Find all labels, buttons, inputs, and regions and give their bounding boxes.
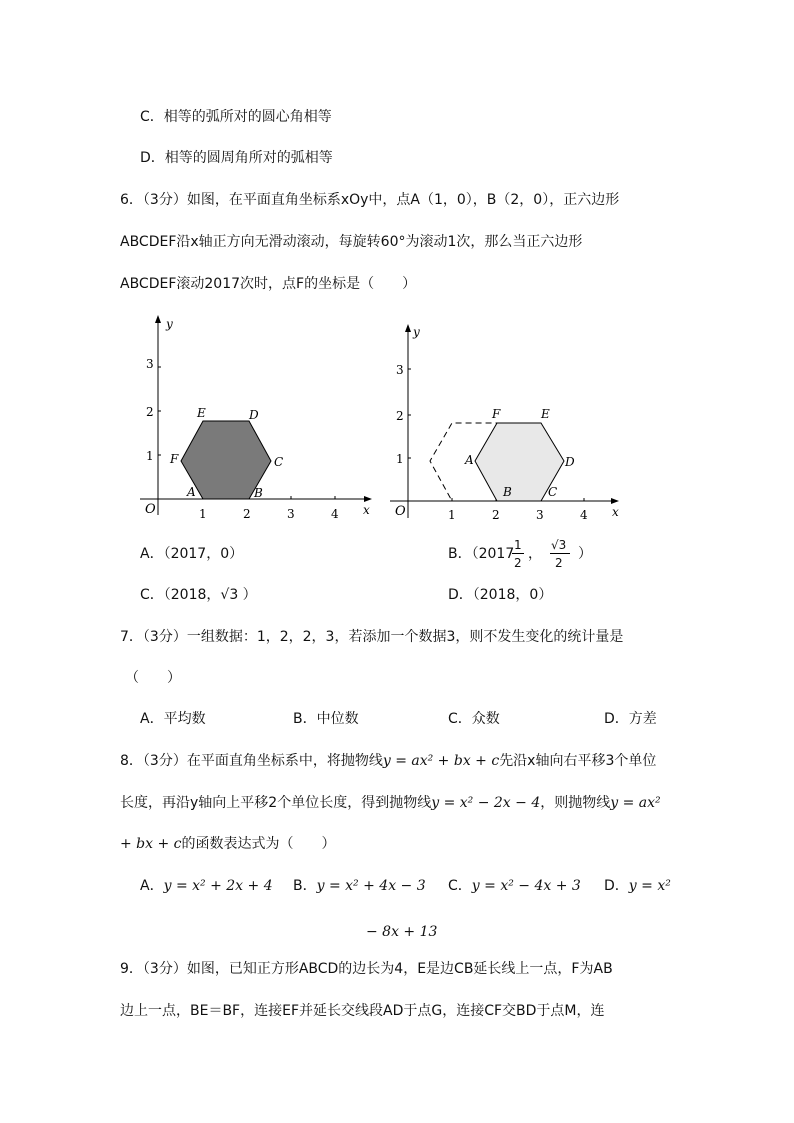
q7-stem-line1: 7．（3分）一组数据：1，2，2，3，若添加一个数据3，则不发生变化的统计量是 [120, 629, 624, 645]
q8-line2-tail: ，则抛物线 [540, 795, 611, 811]
q6-option-b-den2: 2 [555, 556, 563, 570]
y-axis-label: y [413, 325, 420, 339]
q8-option-d-continued: − 8x + 13 [366, 924, 438, 940]
q7-option-b: B．中位数 [293, 711, 359, 727]
y-tick-1: 1 [396, 452, 404, 466]
q7-option-d: D．方差 [604, 711, 657, 727]
q8-option-d-label: D． [604, 878, 629, 894]
vertex-e: E [197, 406, 206, 420]
q8-line2-text: 长度，再沿y轴向上平移2个单位长度，得到抛物线 [120, 795, 432, 811]
vertex-d: D [565, 455, 575, 469]
y-axis-arrow [405, 324, 411, 332]
q8-line3-tail: 的函数表达式为（ ） [181, 836, 336, 852]
vertex-e: E [541, 407, 550, 421]
q8-option-a [140, 876, 273, 896]
q6-stem-line3: ABCDEF滚动2017次时，点F的坐标是（ ） [120, 276, 417, 292]
q8-option-b [293, 876, 426, 896]
q9-stem-line2: 边上一点，BE＝BF，连接EF并延长交线段AD于点G，连接CF交BD于点M，连 [120, 1003, 605, 1019]
q6-option-b-num2: √3 [551, 538, 567, 552]
vertex-a: A [187, 485, 196, 499]
q7-option-a: A．平均数 [140, 711, 206, 727]
q9-stem-line1: 9．（3分）如图，已知正方形ABCD的边长为4，E是边CB延长线上一点，F为AB [120, 961, 613, 977]
q5-option-c: C．相等的弧所对的圆心角相等 [140, 109, 332, 125]
x-axis-arrow [611, 498, 619, 504]
y-axis-label: y [166, 317, 173, 331]
vertex-a: A [465, 453, 474, 467]
origin-label: O [395, 504, 406, 519]
q8-option-b-formula: y = x² + 4x − 3 [316, 878, 426, 894]
q8-stem-line3 [120, 834, 336, 854]
q8-option-d-formula: y = x² [628, 878, 671, 894]
q8-line2-formula2: y = ax² [610, 795, 661, 811]
q6-option-b-close: ） [578, 546, 592, 562]
q6-stem-line1: 6．（3分）如图，在平面直角坐标系xOy中，点A（1，0），B（2，0），正六边形 [120, 192, 620, 208]
x-tick-3: 3 [536, 508, 544, 522]
vertex-f: F [492, 407, 501, 421]
x-tick-2: 2 [492, 508, 500, 522]
y-tick-2: 2 [396, 409, 404, 423]
q8-option-c-label: C． [448, 878, 472, 894]
q8-line2-formula: y = x² − 2x − 4 [431, 795, 541, 811]
vertex-f: F [170, 452, 179, 466]
q6-figure-left [135, 310, 385, 525]
q6-option-a: A．（2017，0） [140, 546, 244, 562]
x-tick-3: 3 [287, 507, 295, 521]
x-tick-1: 1 [199, 507, 207, 521]
q8-option-a-label: A． [140, 878, 164, 894]
x-tick-4: 4 [580, 508, 588, 522]
q8-option-c-formula: y = x² − 4x + 3 [471, 878, 581, 894]
origin-label: O [145, 502, 156, 517]
q8-option-d [604, 876, 671, 896]
y-tick-2: 2 [146, 405, 154, 419]
q6-stem-line2: ABCDEF沿x轴正方向无滑动滚动，每旋转60°为滚动1次，那么当正六边形 [120, 234, 583, 250]
vertex-d: D [249, 408, 259, 422]
q5-option-d: D．相等的圆周角所对的弧相等 [140, 150, 333, 166]
q7-option-c: C．众数 [448, 711, 500, 727]
q6-option-b-prefix: B．（2017 [448, 546, 515, 562]
q6-option-b-sep: ， [528, 546, 542, 562]
q8-line1-tail: 先沿x轴向右平移3个单位 [499, 753, 657, 769]
q8-stem-line1 [120, 751, 656, 771]
x-tick-4: 4 [331, 507, 339, 521]
q8-option-c [448, 876, 581, 896]
q7-stem-line2: （ ） [125, 670, 181, 686]
q8-option-a-formula: y = x² + 2x + 4 [163, 878, 273, 894]
q6-option-b-num: 1 [514, 538, 522, 552]
y-tick-1: 1 [146, 449, 154, 463]
q8-stem-line2 [120, 793, 661, 813]
vertex-b: B [503, 485, 512, 499]
vertex-c: C [548, 485, 558, 499]
vertex-c: C [274, 455, 284, 469]
x-tick-2: 2 [243, 507, 251, 521]
x-tick-1: 1 [448, 508, 456, 522]
x-axis-label: x [612, 505, 619, 519]
x-axis-arrow [364, 496, 372, 502]
vertex-b: B [254, 486, 263, 500]
q8-line1-text: 8．（3分）在平面直角坐标系中，将抛物线 [120, 753, 383, 769]
q6-option-c: C．（2018，√3 ） [140, 587, 257, 603]
y-tick-3: 3 [396, 363, 404, 377]
q8-line1-formula: y = ax² + bx + c [382, 753, 500, 769]
q6-option-d: D．（2018，0） [448, 587, 553, 603]
y-axis-arrow [155, 315, 161, 323]
q8-option-b-label: B． [293, 878, 317, 894]
q8-line3-formula: + bx + c [120, 836, 182, 852]
q6-figure-right [385, 318, 635, 528]
x-axis-label: x [363, 503, 370, 517]
q6-option-b-den: 2 [514, 556, 522, 570]
y-tick-3: 3 [146, 357, 154, 371]
